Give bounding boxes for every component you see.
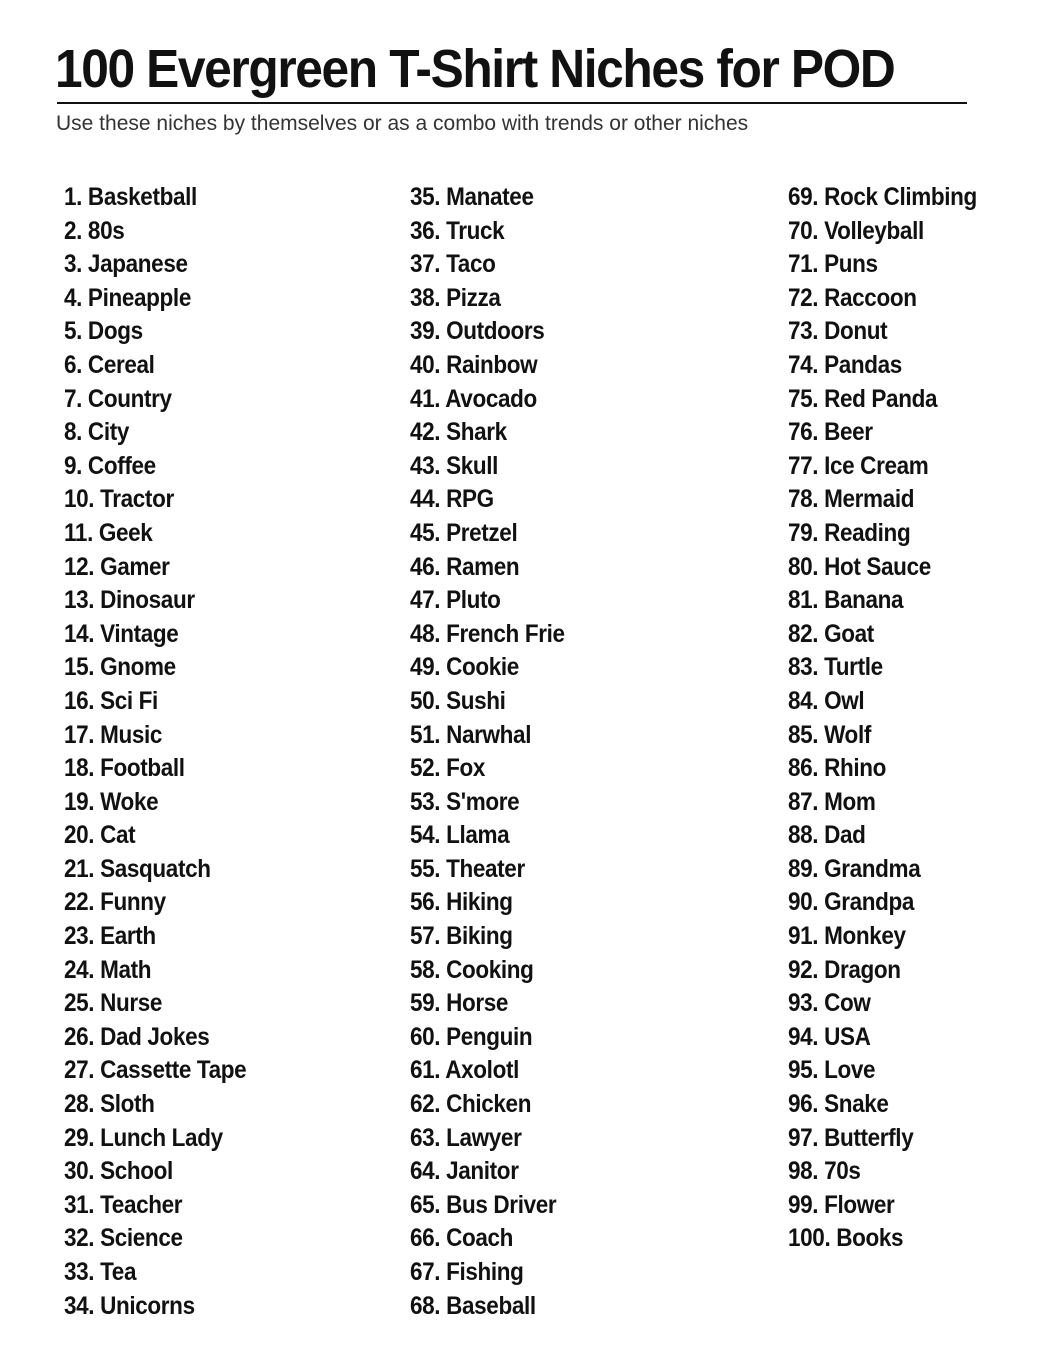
niche-list-item: 94. USA <box>788 1022 871 1051</box>
niche-list-item: 75. Red Panda <box>788 384 938 413</box>
niche-list-item: 62. Chicken <box>410 1090 532 1119</box>
niche-list-item: 76. Beer <box>788 418 873 447</box>
title-underline <box>57 102 967 104</box>
niche-list-item: 36. Truck <box>410 216 505 245</box>
niche-list-item: 83. Turtle <box>788 653 883 682</box>
niche-list-item: 66. Coach <box>410 1224 514 1253</box>
niche-list-item: 12. Gamer <box>64 552 170 581</box>
niche-list-item: 52. Fox <box>410 754 486 783</box>
niche-list-item: 100. Books <box>788 1224 904 1253</box>
niche-list-item: 27. Cassette Tape <box>64 1056 247 1085</box>
niche-list-item: 6. Cereal <box>64 350 155 379</box>
niche-list-item: 15. Gnome <box>64 653 176 682</box>
niche-column-2 <box>410 181 582 1323</box>
niche-list-item: 35. Manatee <box>410 183 534 211</box>
niche-list-item: 90. Grandpa <box>788 888 915 917</box>
niche-list-item: 84. Owl <box>788 686 865 715</box>
niche-list-item: 48. French Frie <box>410 619 565 648</box>
niche-list-item: 60. Penguin <box>410 1022 533 1051</box>
niche-list-item: 5. Dogs <box>64 317 143 346</box>
niche-list-item: 23. Earth <box>64 922 156 951</box>
niche-list-item: 34. Unicorns <box>64 1291 195 1320</box>
niche-list-item: 71. Puns <box>788 250 878 279</box>
niche-list-item: 9. Coffee <box>64 451 156 480</box>
niche-list-item: 38. Pizza <box>410 283 501 312</box>
niche-list-item: 54. Llama <box>410 821 510 850</box>
niche-list-item: 30. School <box>64 1157 173 1186</box>
niche-list-item: 17. Music <box>64 720 163 749</box>
niche-list-item: 88. Dad <box>788 821 866 850</box>
niche-list-item: 28. Sloth <box>64 1090 155 1119</box>
niche-list-item: 14. Vintage <box>64 619 179 648</box>
niche-list-item: 64. Janitor <box>410 1157 519 1186</box>
niche-list-item: 1. Basketball <box>64 183 197 211</box>
niche-list-item: 50. Sushi <box>410 686 506 715</box>
niche-list-item: 42. Shark <box>410 418 507 447</box>
niche-list-item: 82. Goat <box>788 619 874 648</box>
niche-list-item: 40. Rainbow <box>410 350 538 379</box>
niche-list-item: 44. RPG <box>410 485 494 514</box>
niche-column-3 <box>788 181 998 1256</box>
niche-list-item: 56. Hiking <box>410 888 513 917</box>
niche-list-item: 20. Cat <box>64 821 136 850</box>
niche-list-item: 73. Donut <box>788 317 888 346</box>
niche-list-item: 2. 80s <box>64 216 125 245</box>
niche-list-item: 81. Banana <box>788 586 904 615</box>
niche-list-item: 97. Butterfly <box>788 1123 914 1152</box>
niche-list-item: 33. Tea <box>64 1258 137 1286</box>
niche-list-item: 32. Science <box>64 1224 183 1253</box>
niche-list-item: 91. Monkey <box>788 922 906 951</box>
niche-list-item: 89. Grandma <box>788 854 921 883</box>
niche-list-item: 25. Nurse <box>64 989 163 1018</box>
page-subtitle: Use these niches by themselves or as a combo with trends or other niches <box>56 112 749 135</box>
niche-list-item: 37. Taco <box>410 250 496 279</box>
niche-list-item: 98. 70s <box>788 1157 861 1186</box>
niche-list-item: 16. Sci Fi <box>64 686 158 715</box>
niche-list-item: 78. Mermaid <box>788 485 915 514</box>
niche-list-item: 93. Cow <box>788 989 871 1018</box>
niche-list-item: 61. Axolotl <box>410 1056 519 1085</box>
niche-list-item: 24. Math <box>64 955 152 984</box>
niche-list-item: 46. Ramen <box>410 552 520 581</box>
niche-list-item: 3. Japanese <box>64 250 188 279</box>
niche-list-item: 72. Raccoon <box>788 283 917 312</box>
niche-list-item: 65. Bus Driver <box>410 1190 557 1219</box>
niche-list-item: 11. Geek <box>64 518 153 547</box>
niche-list-item: 70. Volleyball <box>788 216 924 245</box>
niche-list-item: 96. Snake <box>788 1090 889 1119</box>
niche-list-item: 49. Cookie <box>410 653 519 682</box>
niche-list-item: 45. Pretzel <box>410 518 518 547</box>
niche-list-item: 26. Dad Jokes <box>64 1022 210 1051</box>
niche-list-item: 4. Pineapple <box>64 283 191 312</box>
niche-list-item: 74. Pandas <box>788 350 902 379</box>
niche-list-item: 55. Theater <box>410 854 525 883</box>
niche-list-item: 53. S'more <box>410 787 520 816</box>
niche-list-item: 86. Rhino <box>788 754 887 783</box>
niche-list-item: 10. Tractor <box>64 485 174 514</box>
niche-list-item: 59. Horse <box>410 989 509 1018</box>
niche-list-item: 47. Pluto <box>410 586 501 615</box>
niche-list-item: 79. Reading <box>788 518 911 547</box>
niche-list-item: 77. Ice Cream <box>788 451 929 480</box>
niche-list-item: 92. Dragon <box>788 955 901 984</box>
niche-list-item: 22. Funny <box>64 888 166 917</box>
niche-list-item: 51. Narwhal <box>410 720 532 749</box>
niche-list-item: 29. Lunch Lady <box>64 1123 223 1152</box>
niche-column-1 <box>64 181 267 1323</box>
page-title: 100 Evergreen T-Shirt Niches for POD <box>55 39 895 99</box>
niche-list-item: 57. Biking <box>410 922 513 951</box>
niche-list-item: 43. Skull <box>410 451 499 480</box>
niche-list-item: 41. Avocado <box>410 384 537 413</box>
niche-list-item: 80. Hot Sauce <box>788 552 931 581</box>
niche-list-item: 69. Rock Climbing <box>788 183 977 211</box>
niche-list-item: 58. Cooking <box>410 955 534 984</box>
niche-list-item: 63. Lawyer <box>410 1123 522 1152</box>
niche-list-item: 8. City <box>64 418 130 447</box>
niche-list-item: 95. Love <box>788 1056 876 1085</box>
niche-list-item: 85. Wolf <box>788 720 871 749</box>
niche-list-item: 99. Flower <box>788 1190 895 1219</box>
niche-list-item: 87. Mom <box>788 787 876 816</box>
niche-list-item: 67. Fishing <box>410 1258 524 1286</box>
niche-list-item: 7. Country <box>64 384 172 413</box>
niche-list-item: 21. Sasquatch <box>64 854 211 883</box>
niche-list-item: 31. Teacher <box>64 1190 183 1219</box>
niche-list-item: 19. Woke <box>64 787 159 816</box>
niche-list-item: 68. Baseball <box>410 1291 536 1320</box>
niche-list-item: 18. Football <box>64 754 185 783</box>
niche-list-item: 13. Dinosaur <box>64 586 195 615</box>
niche-list-item: 39. Outdoors <box>410 317 545 346</box>
